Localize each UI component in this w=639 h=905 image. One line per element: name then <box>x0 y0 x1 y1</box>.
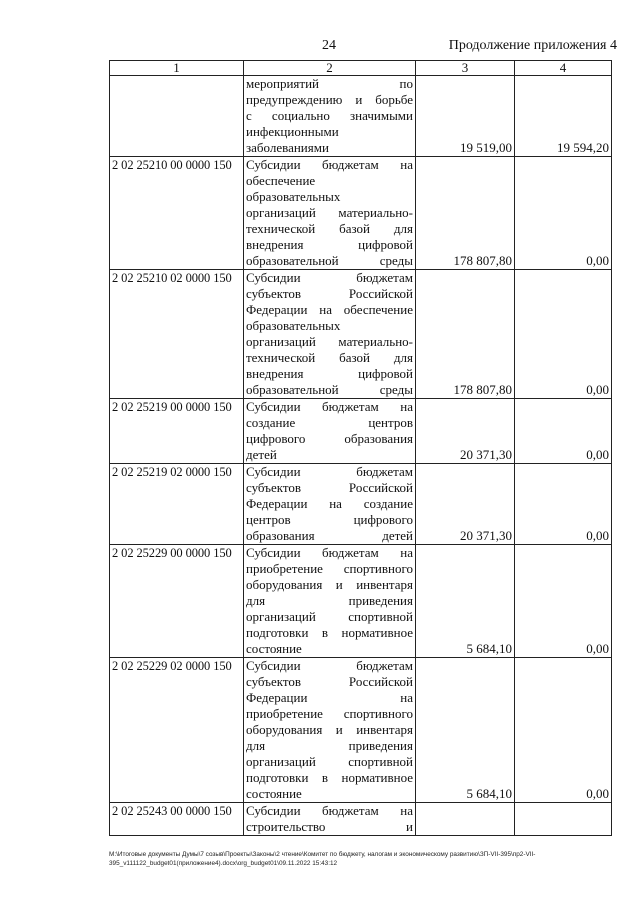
row-name: Субсидии бюджетам субъектов Российской Федерации на приобретение спортивного оборудования и инвентаря для приведения организаций спортивной подготовки в нормативное состояние <box>244 658 416 803</box>
row-code: 2 02 25229 02 0000 150 <box>110 658 244 803</box>
row-code: 2 02 25219 02 0000 150 <box>110 464 244 545</box>
row-name: Субсидии бюджетам субъектов Российской Федерации на создание центров цифрового образования детей <box>244 464 416 545</box>
table-row <box>110 464 612 545</box>
table-row <box>110 270 612 399</box>
row-name: Субсидии бюджетам на обеспечение образовательных организаций материально- технической базой для внедрения цифровой образовательной среды <box>244 157 416 270</box>
row-value-col3: 5 684,10 <box>416 658 515 803</box>
row-code <box>110 76 244 157</box>
column-number-4: 4 <box>515 61 612 76</box>
column-number-2: 2 <box>244 61 416 76</box>
page-number: 24 <box>322 38 336 53</box>
column-number-1: 1 <box>110 61 244 76</box>
row-value-col3 <box>416 803 515 836</box>
row-value-col3: 178 807,80 <box>416 157 515 270</box>
row-value-col4: 0,00 <box>515 545 612 658</box>
row-code: 2 02 25243 00 0000 150 <box>110 803 244 836</box>
document-path-footer: M:\Итоговые документы Думы\7 созыв\Проекты\Законы\2 чтение\Комитет по бюджету, налогам и экономическому развитию\ЗП-VII-395\пр2-VII-395_v111122_budget01(приложение4).docx\org_budget01\09.11.2022 15:43:12 <box>109 851 536 867</box>
table-row <box>110 76 612 157</box>
table-row <box>110 157 612 270</box>
row-value-col4: 0,00 <box>515 658 612 803</box>
row-code: 2 02 25210 00 0000 150 <box>110 157 244 270</box>
table-row <box>110 545 612 658</box>
table-row <box>110 399 612 464</box>
row-code: 2 02 25210 02 0000 150 <box>110 270 244 399</box>
table-row <box>110 803 612 836</box>
row-value-col4 <box>515 803 612 836</box>
row-code: 2 02 25219 00 0000 150 <box>110 399 244 464</box>
row-value-col3: 5 684,10 <box>416 545 515 658</box>
row-value-col3: 20 371,30 <box>416 464 515 545</box>
continuation-note: Продолжение приложения 4 <box>448 38 617 53</box>
row-value-col4: 0,00 <box>515 270 612 399</box>
row-code: 2 02 25229 00 0000 150 <box>110 545 244 658</box>
row-value-col4: 19 594,20 <box>515 76 612 157</box>
row-value-col3: 178 807,80 <box>416 270 515 399</box>
column-number-3: 3 <box>416 61 515 76</box>
table-header-row <box>110 61 612 76</box>
row-name: Субсидии бюджетам субъектов Российской Федерации на обеспечение образовательных организаций материально- технической базой для внедрения цифровой образовательной среды <box>244 270 416 399</box>
row-value-col4: 0,00 <box>515 399 612 464</box>
row-value-col4: 0,00 <box>515 464 612 545</box>
table-row <box>110 658 612 803</box>
row-name: Субсидии бюджетам на строительство и <box>244 803 416 836</box>
row-name: Субсидии бюджетам на приобретение спортивного оборудования и инвентаря для приведения организаций спортивной подготовки в нормативное состояние <box>244 545 416 658</box>
row-name: мероприятий по предупреждению и борьбе с социально значимыми инфекционными заболеваниями <box>244 76 416 157</box>
row-name: Субсидии бюджетам на создание центров цифрового образования детей <box>244 399 416 464</box>
row-value-col3: 19 519,00 <box>416 76 515 157</box>
row-value-col3: 20 371,30 <box>416 399 515 464</box>
budget-table <box>109 60 612 836</box>
row-value-col4: 0,00 <box>515 157 612 270</box>
